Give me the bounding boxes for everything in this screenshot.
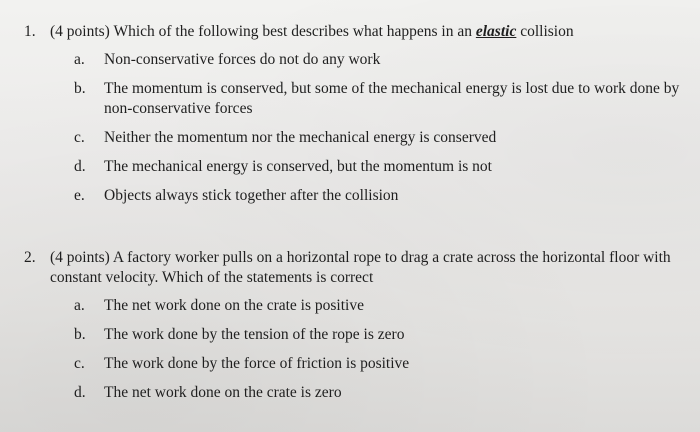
- option-letter: c.: [74, 355, 85, 372]
- option-c: [74, 354, 680, 374]
- option-text: The net work done on the crate is positive: [104, 297, 364, 314]
- option-text: The net work done on the crate is zero: [104, 384, 342, 401]
- question-1-options: [74, 50, 680, 206]
- question-1-prompt: [24, 22, 680, 42]
- emphasized-term: elastic: [475, 23, 517, 40]
- question-text: (4 points) Which of the following best describes what happens in an: [50, 23, 476, 40]
- question-1: [24, 22, 680, 215]
- option-letter: a.: [74, 51, 85, 68]
- question-2: [24, 248, 680, 412]
- option-text: Neither the momentum nor the mechanical energy is conserved: [104, 129, 497, 146]
- option-b: [74, 325, 680, 345]
- option-b: [74, 79, 680, 119]
- option-d: [74, 383, 680, 403]
- option-text: Non-conservative forces do not do any work: [104, 51, 381, 68]
- question-number: 2.: [24, 249, 36, 266]
- option-text: Objects always stick together after the collision: [104, 187, 399, 204]
- question-text: (4 points) A factory worker pulls on a horizontal rope to drag a crate across the horizontal floor with constant velocity. Which of the statements is correct: [50, 249, 671, 286]
- option-letter: b.: [74, 326, 86, 343]
- option-letter: b.: [74, 80, 86, 97]
- option-text: The work done by the force of friction is positive: [104, 355, 410, 372]
- option-e: [74, 186, 680, 206]
- option-a: [74, 50, 680, 70]
- question-2-options: [74, 296, 680, 403]
- option-text: The work done by the tension of the rope is zero: [104, 326, 405, 343]
- option-text: The mechanical energy is conserved, but the momentum is not: [104, 158, 492, 175]
- option-d: [74, 157, 680, 177]
- option-letter: e.: [74, 187, 85, 204]
- question-2-prompt: [24, 248, 680, 288]
- option-letter: c.: [74, 129, 85, 146]
- option-c: [74, 128, 680, 148]
- option-letter: a.: [74, 297, 85, 314]
- option-letter: d.: [74, 158, 86, 175]
- option-text: The momentum is conserved, but some of the mechanical energy is lost due to work done by non-conservative forces: [104, 80, 680, 117]
- question-number: 1.: [24, 23, 36, 40]
- option-letter: d.: [74, 384, 86, 401]
- question-text-end: collision: [516, 23, 574, 40]
- option-a: [74, 296, 680, 316]
